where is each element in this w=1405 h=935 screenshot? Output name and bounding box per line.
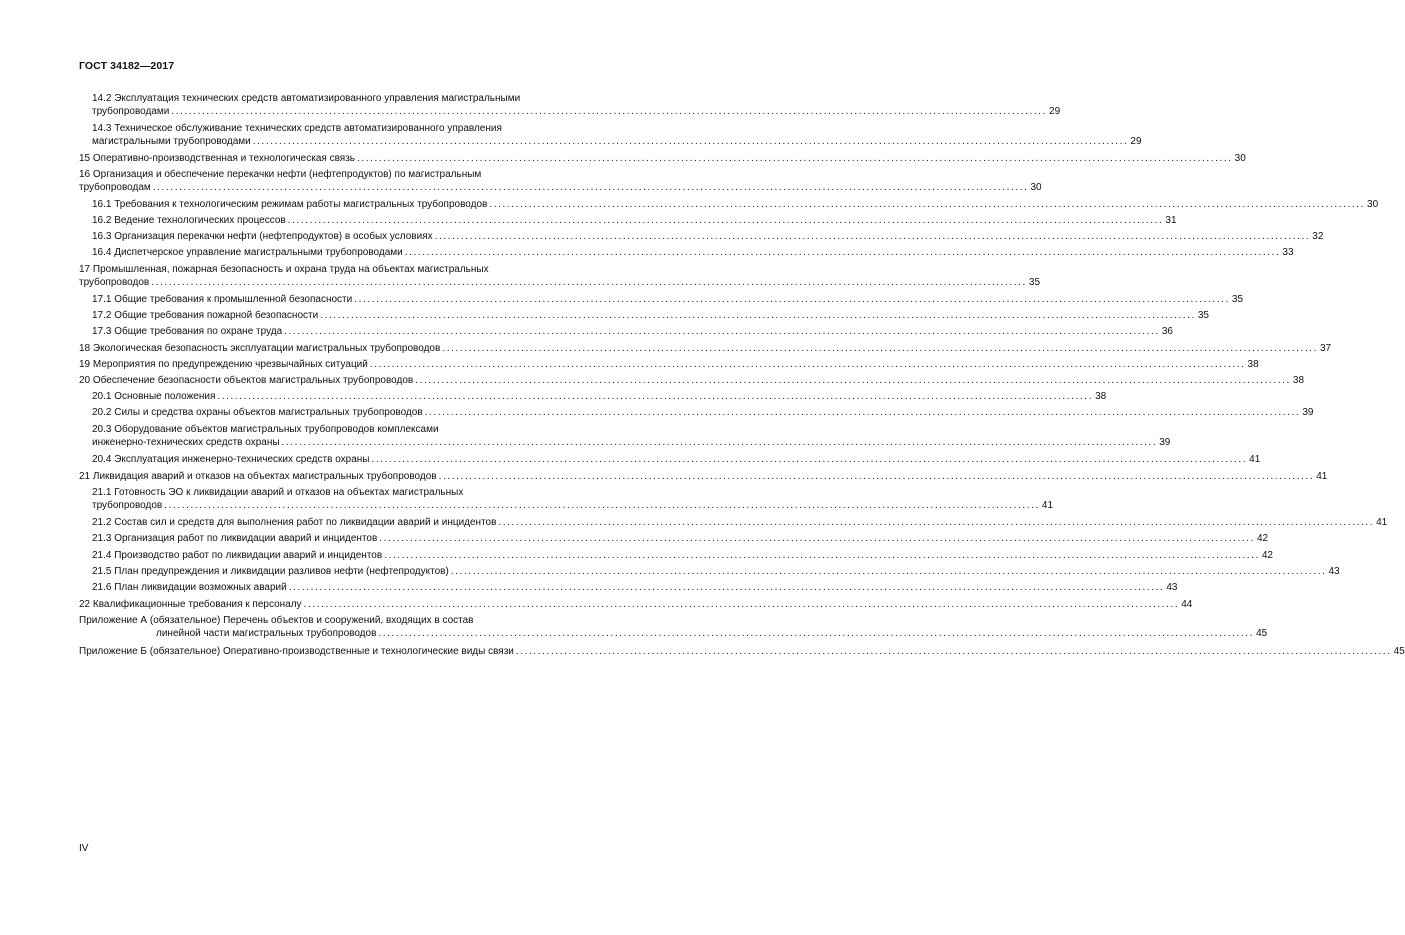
toc-entry-title: 15 Оперативно-производственная и технологическая связь	[79, 153, 355, 164]
toc-entry[interactable]	[79, 375, 1305, 388]
dot-leader: ........................................................................................................................................................................................................	[424, 407, 1301, 418]
toc-entry[interactable]	[92, 391, 1107, 404]
toc-page-number: 32	[1312, 231, 1324, 242]
document-header: ГОСТ 34182—2017	[79, 60, 175, 72]
toc-page-number: 42	[1261, 550, 1273, 561]
toc-page-number: 30	[1367, 199, 1379, 210]
toc-entry-title: 17.3 Общие требования по охране труда	[92, 326, 283, 337]
toc-page-number: 44	[1181, 599, 1193, 610]
toc-entry-title: 21 Ликвидация аварий и отказов на объектах магистральных трубопроводов	[79, 471, 437, 482]
toc-page-number: 39	[1302, 407, 1314, 418]
toc-entry-title: линейной части магистральных трубопроводов	[156, 627, 377, 639]
toc-entry-title: трубопроводов	[79, 276, 150, 288]
toc-entry[interactable]	[79, 359, 1259, 372]
toc-entry[interactable]	[92, 326, 1173, 339]
toc-page-number: 43	[1328, 566, 1340, 577]
dot-leader: ........................................................................................................................................................................................................	[252, 135, 1129, 147]
toc-page-number: 29	[1130, 135, 1142, 147]
toc-entry[interactable]	[92, 310, 1209, 323]
toc-entry[interactable]	[79, 153, 1246, 166]
toc-entry-title: Приложение А (обязательное) Перечень объектов и сооружений, входящих в состав	[79, 615, 474, 626]
toc-page-number: 45	[1256, 627, 1268, 639]
toc-entry-title: магистральными трубопроводами	[92, 135, 251, 147]
dot-leader: ........................................................................................................................................................................................................	[164, 499, 1040, 511]
toc-entry[interactable]	[92, 123, 1142, 148]
toc-entry[interactable]	[92, 93, 1061, 118]
toc-entry-title: 14.3 Техническое обслуживание технических средств автоматизированного управления	[92, 123, 502, 134]
toc-page-number: 41	[1041, 499, 1054, 511]
toc-entry-title: 20.4 Эксплуатация инженерно-технических средств охраны	[92, 454, 370, 465]
toc-entry-title: 21.1 Готовность ЭО к ликвидации аварий и отказов на объектах магистральных	[92, 487, 464, 498]
dot-leader: ........................................................................................................................................................................................................	[442, 343, 1318, 354]
toc-page-number: 42	[1256, 533, 1269, 544]
toc-entry[interactable]	[92, 454, 1261, 467]
toc-entry[interactable]	[79, 615, 1268, 640]
toc-entry[interactable]	[92, 231, 1324, 244]
toc-page-number: 39	[1159, 436, 1171, 448]
dot-leader: ........................................................................................................................................................................................................	[489, 199, 1366, 210]
toc-entry[interactable]	[92, 517, 1388, 530]
toc-entry[interactable]	[92, 424, 1171, 449]
toc-entry[interactable]	[92, 533, 1269, 546]
dot-leader: ........................................................................................................................................................................................................	[515, 646, 1392, 657]
toc-entry[interactable]	[92, 487, 1054, 512]
toc-entry[interactable]	[92, 215, 1177, 228]
toc-page-number: 33	[1282, 247, 1294, 258]
toc-entry-title: 14.2 Эксплуатация технических средств автоматизированного управления магистральными	[92, 93, 521, 104]
toc-entry-title: инженерно-технических средств охраны	[92, 436, 280, 448]
dot-leader: ........................................................................................................................................................................................................	[284, 326, 1160, 337]
toc-entry-title: 22 Квалификационные требования к персоналу	[79, 599, 302, 610]
toc-entry-title: 20.2 Силы и средства охраны объектов магистральных трубопроводов	[92, 407, 423, 418]
toc-entry-title: трубопроводам	[79, 181, 151, 193]
toc-entry-title: трубопроводов	[92, 499, 163, 511]
toc-page-number: 43	[1166, 582, 1178, 593]
toc-entry-title: 21.3 Организация работ по ликвидации аварий и инцидентов	[92, 533, 378, 544]
toc-entry[interactable]	[92, 247, 1294, 260]
dot-leader: ........................................................................................................................................................................................................	[415, 375, 1291, 386]
toc-entry-title: 21.2 Состав сил и средств для выполнения работ по ликвидации аварий и инцидентов	[92, 517, 497, 528]
toc-entry[interactable]	[92, 550, 1273, 563]
page-number: IV	[79, 843, 89, 854]
dot-leader: ........................................................................................................................................................................................................	[379, 533, 1255, 544]
toc-page-number: 41	[1376, 517, 1388, 528]
toc-page-number: 35	[1231, 294, 1244, 305]
toc-entry-title: 19 Мероприятия по предупреждению чрезвычайных ситуаций	[79, 359, 368, 370]
toc-entry-title: 17.2 Общие требования пожарной безопасности	[92, 310, 319, 321]
toc-page-number: 30	[1234, 153, 1246, 164]
toc-page-number: 38	[1292, 375, 1305, 386]
toc-page-number: 45	[1393, 646, 1405, 657]
toc-entry[interactable]	[79, 646, 1405, 659]
dot-leader: ........................................................................................................................................................................................................	[378, 627, 1255, 639]
dot-leader: ........................................................................................................................................................................................................	[404, 247, 1281, 258]
dot-leader: ........................................................................................................................................................................................................	[288, 582, 1165, 593]
toc-entry[interactable]	[92, 199, 1379, 212]
dot-leader: ........................................................................................................................................................................................................	[357, 153, 1233, 164]
toc-entry[interactable]	[92, 294, 1244, 307]
dot-leader: ........................................................................................................................................................................................................	[371, 454, 1248, 465]
toc-entry[interactable]	[79, 343, 1332, 356]
toc-entry[interactable]	[79, 264, 1041, 289]
dot-leader: ........................................................................................................................................................................................................	[438, 471, 1315, 482]
toc-entry-title: 18 Экологическая безопасность эксплуатации магистральных трубопроводов	[79, 343, 441, 354]
toc-entry-title: 16 Организация и обеспечение перекачки нефти (нефтепродуктов) по магистральным	[79, 169, 482, 180]
toc-page-number: 41	[1316, 471, 1328, 482]
toc-entry-title: 20.1 Основные положения	[92, 391, 216, 402]
toc-entry[interactable]	[92, 407, 1314, 420]
toc-entry-title: Приложение Б (обязательное) Оперативно-производственные и технологические виды связи	[79, 646, 514, 657]
toc-entry-title: 17 Промышленная, пожарная безопасность и охрана труда на объектах магистральных	[79, 264, 489, 275]
dot-leader: ........................................................................................................................................................................................................	[287, 215, 1164, 226]
toc-entry-title: 16.1 Требования к технологическим режимам работы магистральных трубопроводов	[92, 199, 488, 210]
toc-entry[interactable]	[79, 599, 1193, 612]
toc-page-number: 38	[1247, 359, 1259, 370]
dot-leader: ........................................................................................................................................................................................................	[434, 231, 1311, 242]
dot-leader: ........................................................................................................................................................................................................	[369, 359, 1246, 370]
dot-leader: ........................................................................................................................................................................................................	[152, 181, 1029, 193]
toc-entry-title: 16.2 Ведение технологических процессов	[92, 215, 286, 226]
toc-page-number: 30	[1030, 181, 1042, 193]
toc-entry-title: 17.1 Общие требования к промышленной безопасности	[92, 294, 353, 305]
dot-leader: ........................................................................................................................................................................................................	[498, 517, 1375, 528]
toc-entry-title: 20.3 Оборудование объектов магистральных трубопроводов комплексами	[92, 424, 439, 435]
toc-page-number: 35	[1197, 310, 1209, 321]
toc-entry-title: 21.5 План предупреждения и ликвидации разливов нефти (нефтепродуктов)	[92, 566, 449, 577]
dot-leader: ........................................................................................................................................................................................................	[281, 436, 1158, 448]
dot-leader: ........................................................................................................................................................................................................	[303, 599, 1180, 610]
toc-entry-title: 21.6 План ликвидации возможных аварий	[92, 582, 287, 593]
dot-leader: ........................................................................................................................................................................................................	[354, 294, 1230, 305]
toc-page-number: 35	[1028, 276, 1041, 288]
toc-page-number: 41	[1249, 454, 1261, 465]
dot-leader: ........................................................................................................................................................................................................	[450, 566, 1327, 577]
toc-entry[interactable]	[79, 471, 1328, 484]
toc-entry-title: 20 Обеспечение безопасности объектов магистральных трубопроводов	[79, 375, 414, 386]
dot-leader: ........................................................................................................................................................................................................	[151, 276, 1027, 288]
dot-leader: ........................................................................................................................................................................................................	[384, 550, 1260, 561]
dot-leader: ........................................................................................................................................................................................................	[171, 105, 1048, 117]
toc-entry[interactable]	[92, 566, 1340, 579]
toc-page-number: 29	[1049, 105, 1061, 117]
toc-entry-title: 16.4 Диспетчерское управление магистральными трубопроводами	[92, 247, 403, 258]
toc-page-number: 37	[1319, 343, 1332, 354]
toc-entry[interactable]	[79, 169, 1042, 194]
toc-page-number: 38	[1095, 391, 1107, 402]
toc-entry[interactable]	[92, 582, 1178, 595]
dot-leader: ........................................................................................................................................................................................................	[320, 310, 1196, 321]
toc-entry-title: трубопроводами	[92, 105, 170, 117]
toc-entry-title: 16.3 Организация перекачки нефти (нефтепродуктов) в особых условиях	[92, 231, 433, 242]
toc-page-number: 36	[1161, 326, 1173, 337]
toc-page-number: 31	[1165, 215, 1177, 226]
toc-entry-title: 21.4 Производство работ по ликвидации аварий и инцидентов	[92, 550, 383, 561]
dot-leader: ........................................................................................................................................................................................................	[217, 391, 1094, 402]
